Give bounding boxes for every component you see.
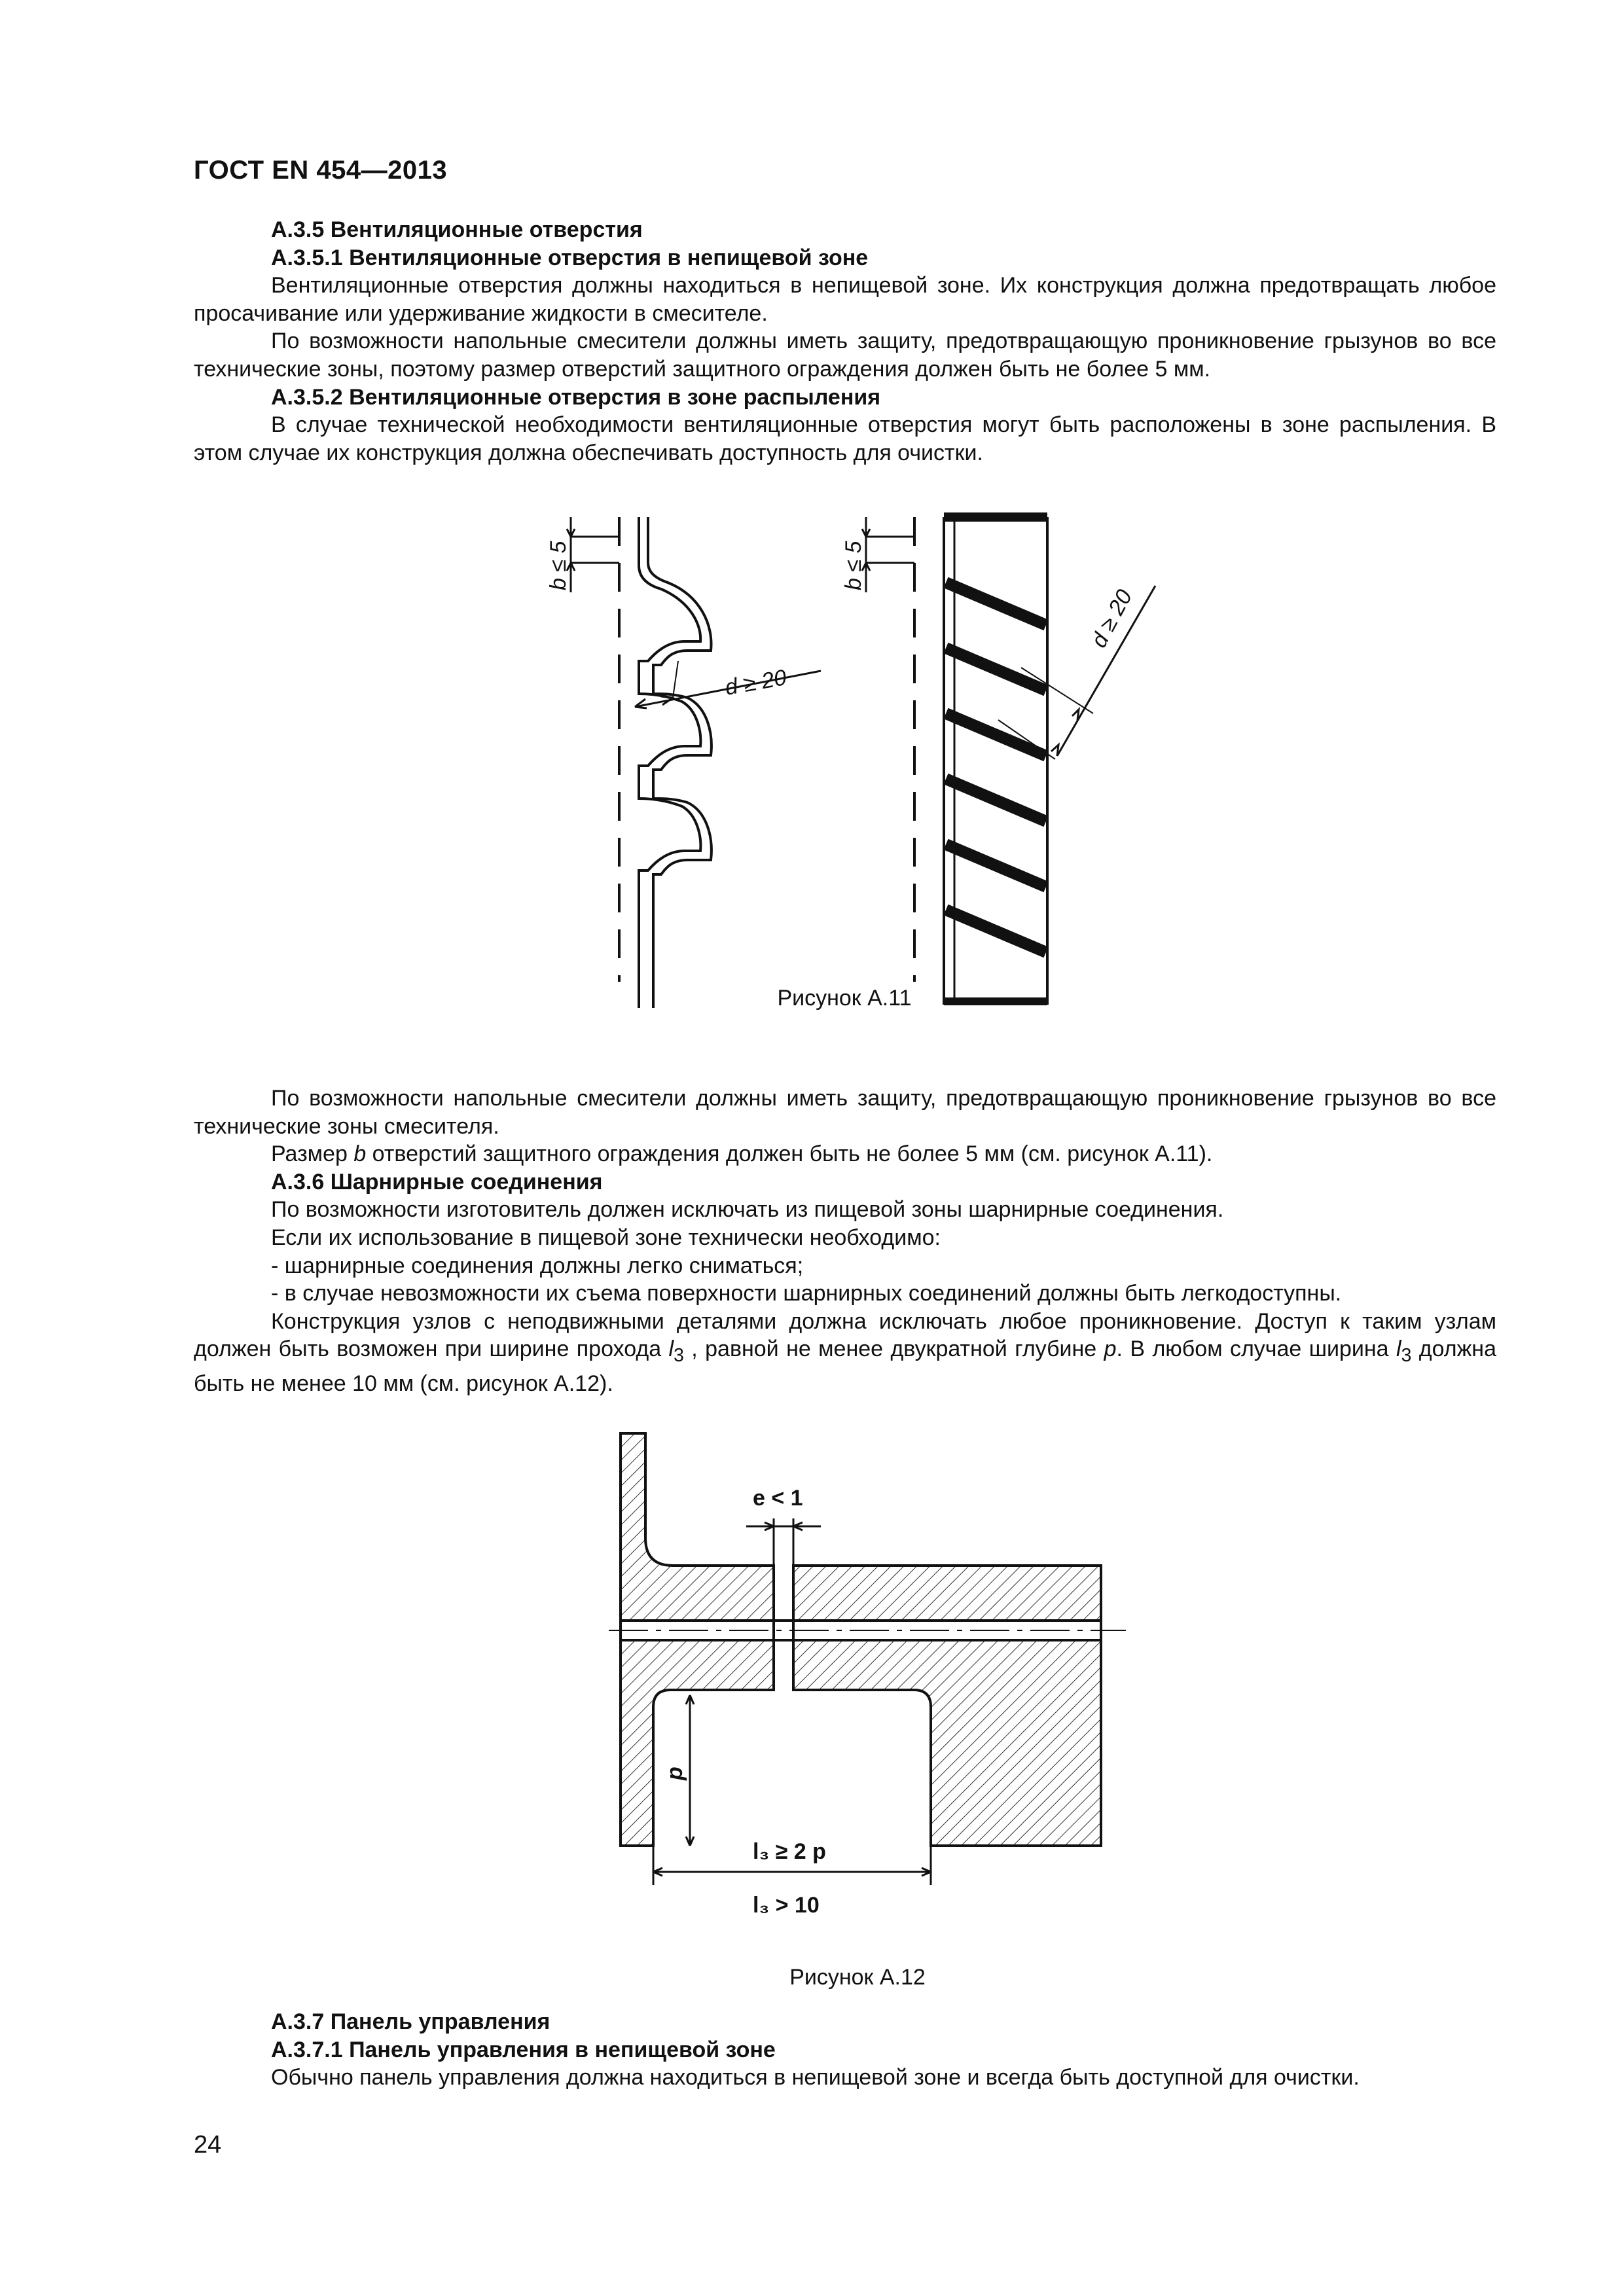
text-run: отверстий защитного ограждения должен быть не более 5 мм (см. рисунок А.11).	[366, 1141, 1213, 1167]
paragraph: Вентиляционные отверстия должны находиться в непищевой зоне. Их конструкция должна предотвращать любое просачивание или удерживание жидкости в смесителе.	[194, 273, 1496, 326]
section-a37-title: А.3.7 Панель управления	[271, 2009, 550, 2034]
label-d-right: d ≥ 20	[1086, 585, 1138, 652]
section-a36	[194, 1085, 1496, 1397]
text-run: должна быть не менее 10 мм (см. рисунок А.12).	[194, 1336, 1496, 1396]
document-code: ГОСТ EN 454—2013	[194, 156, 448, 185]
list-item: - шарнирные соединения должны легко сниматься;	[271, 1253, 804, 1278]
figure-a11-caption: Рисунок А.11	[777, 986, 912, 1011]
figure-a11	[511, 497, 1178, 1014]
label-b-left: b ≤ 5	[546, 541, 571, 590]
section-a36-title: А.3.6 Шарнирные соединения	[271, 1169, 603, 1194]
figure-a12-bottom-dim	[589, 1885, 1126, 1924]
label-b-right: b ≤ 5	[841, 541, 866, 590]
paragraph: По возможности напольные смесители должны иметь защиту, предотвращающую проникновение грызунов во все технические зоны смесителя.	[194, 1086, 1496, 1139]
label-p: p	[662, 1767, 687, 1780]
paragraph: По возможности напольные смесители должны иметь защиту, предотвращающую проникновение грызунов во все технические зоны, поэтому размер отверстий защитного ограждения должен быть не более 5 мм.	[194, 329, 1496, 382]
text-run: Конструкция узлов с неподвижными деталями должна исключать любое проникновение. Доступ к таким узлам должен быть возможен при ширине прохода	[194, 1308, 1496, 1362]
var-b: b	[353, 1141, 367, 1167]
section-a37	[194, 2008, 1496, 2092]
figure-a12	[589, 1427, 1126, 2003]
label-d-left: d ≥ 20	[723, 665, 789, 700]
section-a35-title: А.3.5 Вентиляционные отверстия	[271, 217, 643, 242]
paragraph	[194, 1308, 1496, 1398]
figure-a12-caption: Рисунок А.12	[789, 1965, 926, 1990]
figure-a12-drawing	[589, 1427, 1126, 1885]
text-run: Размер	[271, 1141, 354, 1167]
label-l3-2p: l₃ ≥ 2 p	[753, 1839, 826, 1864]
var-l: l	[668, 1336, 674, 1362]
label-e: e < 1	[753, 1486, 803, 1511]
section-a352-title: А.3.5.2 Вентиляционные отверстия в зоне распыления	[271, 384, 881, 410]
var-p: p	[1104, 1336, 1117, 1362]
section-a351-title: А.3.5.1 Вентиляционные отверстия в непищевой зоне	[271, 245, 869, 270]
text-run: . В любом случае ширина	[1116, 1336, 1396, 1362]
paragraph	[194, 1140, 1496, 1168]
text-run: , равной не менее двукратной глубине	[683, 1336, 1104, 1362]
paragraph: В случае технической необходимости вентиляционные отверстия могут быть расположены в зоне распыления. В этом случае их конструкция должна обеспечивать доступность для очистки.	[194, 412, 1496, 465]
paragraph: По возможности изготовитель должен исключать из пищевой зоны шарнирные соединения.	[271, 1197, 1224, 1223]
list-item: - в случае невозможности их съема поверхности шарнирных соединений должны быть легкодоступны.	[271, 1281, 1342, 1306]
var-l: l	[1396, 1336, 1401, 1362]
subscript: 3	[674, 1345, 684, 1367]
section-a35	[194, 216, 1496, 467]
label-l3-10: l₃ > 10	[753, 1893, 820, 1918]
page-number: 24	[194, 2131, 222, 2159]
paragraph: Если их использование в пищевой зоне технически необходимо:	[271, 1225, 941, 1250]
figure-a11-drawing	[511, 497, 1178, 1014]
paragraph: Обычно панель управления должна находиться в непищевой зоне и всегда быть доступной для очистки.	[271, 2065, 1360, 2090]
subscript: 3	[1401, 1345, 1412, 1367]
section-a371-title: А.3.7.1 Панель управления в непищевой зоне	[271, 2037, 776, 2062]
